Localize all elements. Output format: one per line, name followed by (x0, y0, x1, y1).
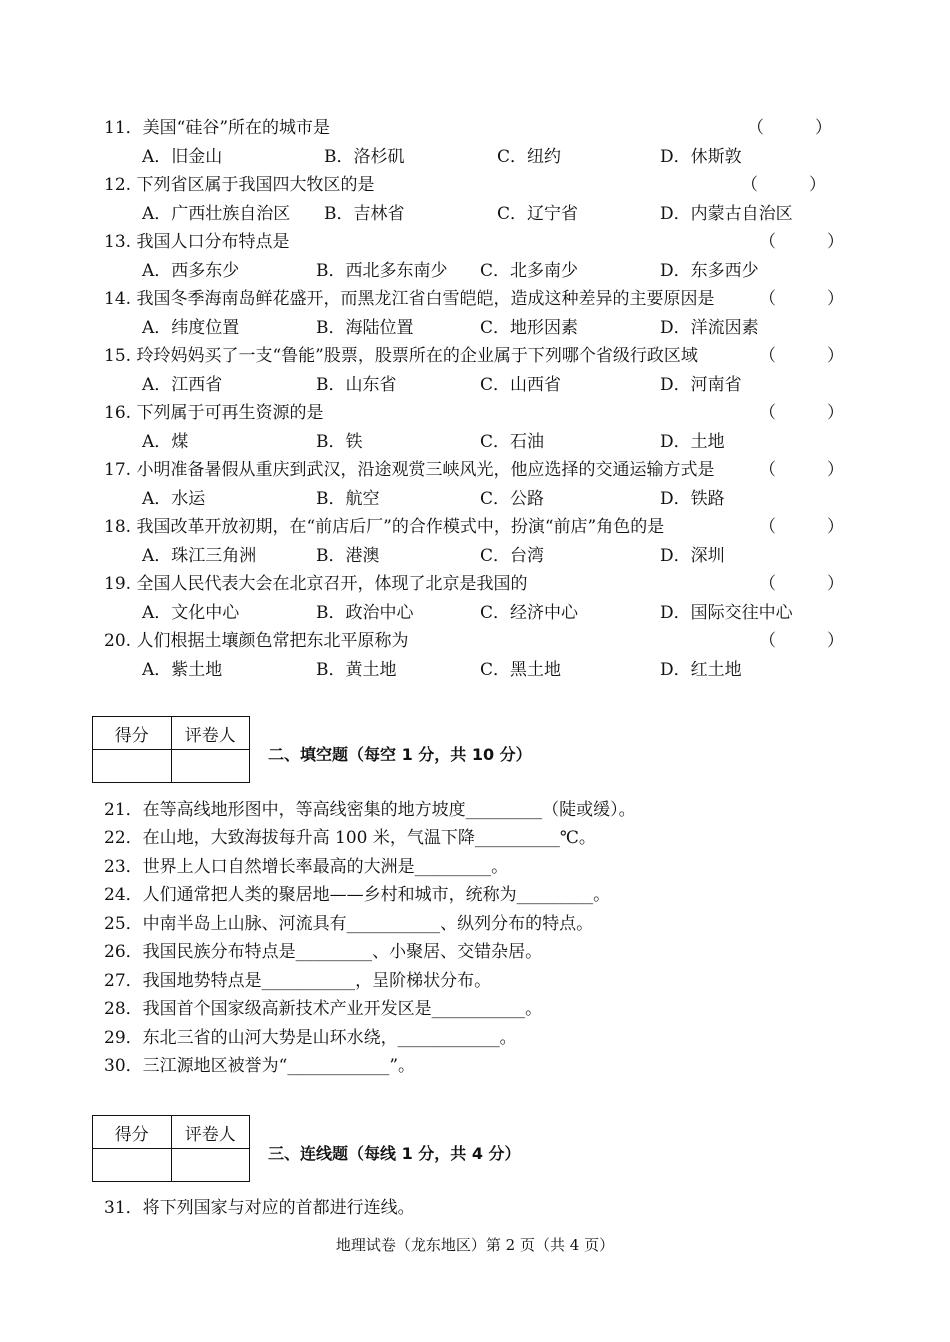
score-label: 得分 (93, 717, 172, 750)
answer-paren: （ ） (741, 175, 826, 195)
mc-question-19 (104, 572, 844, 596)
option-b: B．铁 (316, 432, 363, 452)
option-b: B．山东省 (316, 375, 397, 395)
question-stem: 15. 玲玲妈妈买了一支“鲁能”股票，股票所在的企业属于下列哪个省级行政区域 (104, 346, 698, 366)
score-cell (93, 750, 172, 783)
option-d: D．铁路 (660, 489, 725, 509)
option-d: D．河南省 (660, 375, 742, 395)
option-b: B．政治中心 (316, 603, 414, 623)
mc-question-13 (104, 230, 844, 254)
mc-options-15 (142, 373, 842, 397)
section3-title: 三、连线题（每线 1 分，共 4 分） (268, 1144, 521, 1163)
answer-paren: （ ） (759, 460, 844, 480)
mc-options-11 (142, 145, 842, 169)
option-b: B．西北多东南少 (316, 261, 448, 281)
mc-question-16 (104, 401, 844, 425)
grader-label: 评卷人 (171, 1116, 250, 1149)
option-c: C．经济中心 (480, 603, 579, 623)
question-stem: 19. 全国人民代表大会在北京召开，体现了北京是我国的 (104, 574, 528, 594)
option-b: B．海陆位置 (316, 318, 414, 338)
answer-paren: （ ） (759, 403, 844, 423)
option-c: C．石油 (480, 432, 545, 452)
question-stem: 18. 我国改革开放初期，在“前店后厂”的合作模式中，扮演“前店”角色的是 (104, 517, 665, 537)
option-c: C．台湾 (480, 546, 545, 566)
option-a: A．紫土地 (142, 660, 223, 680)
question-stem: 16. 下列属于可再生资源的是 (104, 403, 324, 423)
mc-options-19 (142, 601, 842, 625)
grader-cell (171, 1149, 250, 1182)
mc-question-14 (104, 287, 844, 311)
score-cell (93, 1149, 172, 1182)
mc-options-20 (142, 658, 842, 682)
grader-cell (171, 750, 250, 783)
mc-question-15 (104, 344, 844, 368)
matching-question-31: 31．将下列国家与对应的首都进行连线。 (104, 1198, 415, 1218)
mc-options-16 (142, 430, 842, 454)
fill-question-30: 30．三江源地区被誉为“____________”。 (104, 1056, 416, 1076)
mc-options-14 (142, 316, 842, 340)
option-b: B．黄土地 (316, 660, 397, 680)
mc-options-18 (142, 544, 842, 568)
option-a: A．珠江三角洲 (142, 546, 257, 566)
option-d: D．内蒙古自治区 (660, 204, 793, 224)
option-b: B．吉林省 (324, 204, 405, 224)
fill-question-27: 27．我国地势特点是___________，呈阶梯状分布。 (104, 971, 492, 991)
fill-question-28: 28．我国首个国家级高新技术产业开发区是___________。 (104, 999, 543, 1019)
answer-paren: （ ） (759, 517, 844, 537)
mc-question-17 (104, 458, 844, 482)
score-box-section2 (92, 716, 250, 783)
option-a: A．纬度位置 (142, 318, 240, 338)
option-a: A．江西省 (142, 375, 223, 395)
option-b: B．港澳 (316, 546, 380, 566)
score-box-section3 (92, 1115, 250, 1182)
question-stem: 12. 下列省区属于我国四大牧区的是 (104, 175, 375, 195)
answer-paren: （ ） (759, 574, 844, 594)
fill-question-26: 26．我国民族分布特点是_________、小聚居、交错杂居。 (104, 942, 543, 962)
option-c: C．黑土地 (480, 660, 562, 680)
question-stem: 11．美国“硅谷”所在的城市是 (104, 118, 331, 138)
answer-paren: （ ） (759, 631, 844, 651)
grader-label: 评卷人 (171, 717, 250, 750)
option-c: C．地形因素 (480, 318, 579, 338)
option-d: D．土地 (660, 432, 725, 452)
fill-question-23: 23．世界上人口自然增长率最高的大洲是_________。 (104, 857, 509, 877)
option-c: C．山西省 (480, 375, 562, 395)
option-d: D．东多西少 (660, 261, 759, 281)
fill-question-24: 24．人们通常把人类的聚居地——乡村和城市，统称为_________。 (104, 885, 611, 905)
option-a: A．水运 (142, 489, 206, 509)
option-a: A．西多东少 (142, 261, 240, 281)
option-d: D．深圳 (660, 546, 725, 566)
mc-question-11 (104, 116, 844, 140)
question-stem: 17. 小明准备暑假从重庆到武汉，沿途观赏三峡风光，他应选择的交通运输方式是 (104, 460, 715, 480)
answer-paren: （ ） (759, 346, 844, 366)
option-a: A．煤 (142, 432, 189, 452)
question-stem: 20. 人们根据土壤颜色常把东北平原称为 (104, 631, 409, 651)
option-b: B．航空 (316, 489, 380, 509)
mc-question-12 (104, 173, 844, 197)
question-stem: 14. 我国冬季海南岛鲜花盛开，而黑龙江省白雪皑皑，造成这种差异的主要原因是 (104, 289, 715, 309)
option-c: C．北多南少 (480, 261, 579, 281)
option-d: D．洋流因素 (660, 318, 759, 338)
fill-question-29: 29．东北三省的山河大势是山环水绕，____________。 (104, 1028, 517, 1048)
section2-title: 二、填空题（每空 1 分，共 10 分） (268, 745, 532, 764)
fill-question-21: 21．在等高线地形图中，等高线密集的地方坡度_________（陡或缓）。 (104, 800, 636, 820)
option-a: A．旧金山 (142, 147, 223, 167)
option-d: D．红土地 (660, 660, 742, 680)
option-b: B．洛杉矶 (324, 147, 405, 167)
option-a: A．广西壮族自治区 (142, 204, 291, 224)
option-a: A．文化中心 (142, 603, 240, 623)
fill-question-25: 25．中南半岛上山脉、河流具有___________、纵列分布的特点。 (104, 914, 594, 934)
answer-paren: （ ） (759, 232, 844, 252)
mc-options-17 (142, 487, 842, 511)
option-d: D．休斯敦 (660, 147, 742, 167)
option-c: C．纽约 (497, 147, 562, 167)
option-c: C．公路 (480, 489, 545, 509)
page-footer: 地理试卷（龙东地区）第 2 页（共 4 页） (335, 1236, 615, 1254)
answer-paren: （ ） (759, 289, 844, 309)
mc-question-20 (104, 629, 844, 653)
mc-options-13 (142, 259, 842, 283)
mc-options-12 (142, 202, 842, 226)
fill-question-22: 22．在山地，大致海拔每升高 100 米，气温下降__________℃。 (104, 828, 596, 848)
mc-question-18 (104, 515, 844, 539)
score-label: 得分 (93, 1116, 172, 1149)
option-c: C．辽宁省 (497, 204, 579, 224)
question-stem: 13. 我国人口分布特点是 (104, 232, 290, 252)
option-d: D．国际交往中心 (660, 603, 793, 623)
answer-paren: （ ） (747, 118, 832, 138)
